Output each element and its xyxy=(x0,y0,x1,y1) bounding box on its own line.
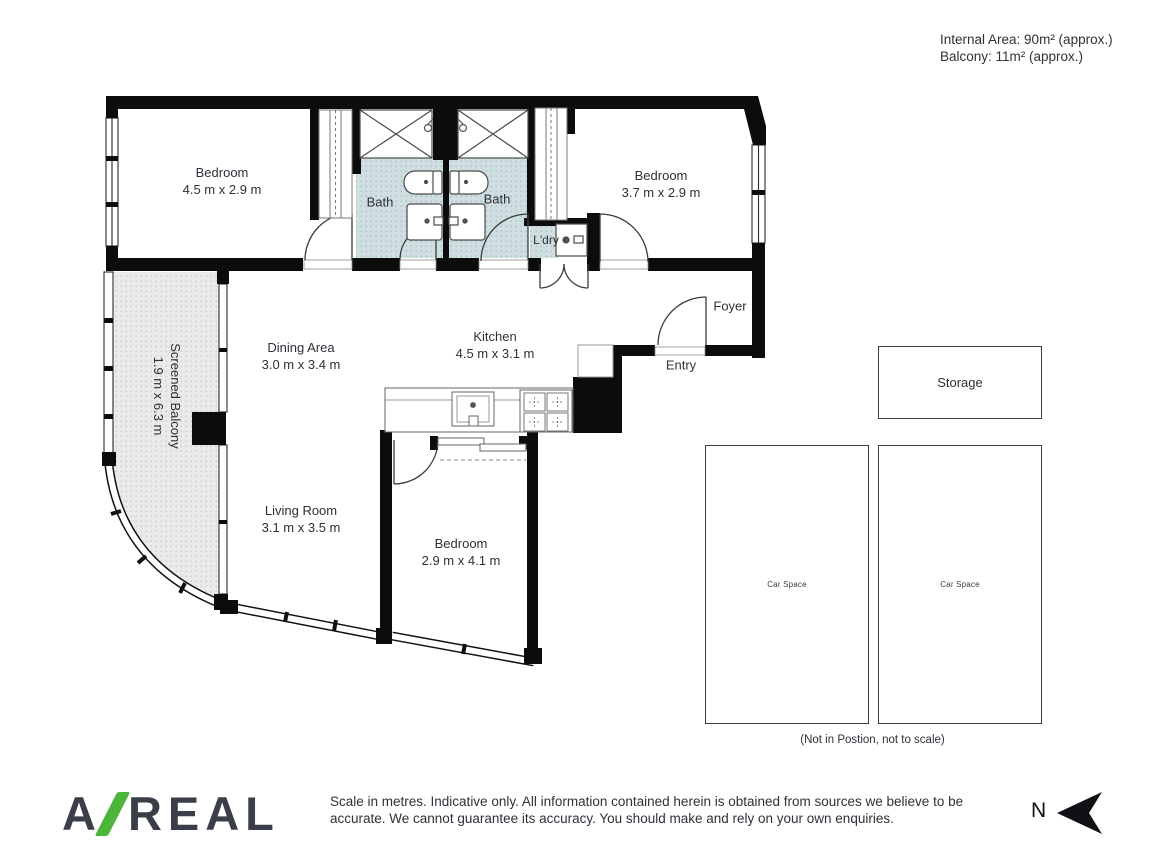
room-label-foyer: Foyer xyxy=(713,298,747,314)
car-space-1-box xyxy=(705,445,869,724)
room-label-kitchen: Kitchen 4.5 m x 3.1 m xyxy=(455,329,535,361)
room-label-bath-2: Bath xyxy=(483,191,511,207)
north-arrow-icon xyxy=(1052,788,1112,838)
room-label-living: Living Room 3.1 m x 3.5 m xyxy=(261,503,341,535)
room-label-balcony: Screened Balcony 1.9 m x 6.3 m xyxy=(151,343,183,449)
vanity-icon-2 xyxy=(449,204,485,240)
room-label-laundry: L'dry xyxy=(533,233,559,248)
car-space-2-label: Car Space xyxy=(940,580,980,589)
shower-icon-2 xyxy=(458,110,528,158)
logo-letter-a: A xyxy=(62,787,102,840)
areal-logo xyxy=(62,786,280,841)
car-space-2-box xyxy=(878,445,1042,724)
washing-machine-icon xyxy=(556,224,587,256)
storage-label: Storage xyxy=(937,375,983,390)
toilet-icon xyxy=(404,171,442,194)
storage-box xyxy=(878,346,1042,419)
disclaimer-text: Scale in metres. Indicative only. All information contained herein is obtained from sources we believe to be accurate. We cannot guarantee its accuracy. You should make and rely on your own enquiries. xyxy=(330,794,964,826)
annex-note: (Not in Postion, not to scale) xyxy=(800,734,945,746)
logo-letters-real: REAL xyxy=(127,787,280,840)
shower-icon xyxy=(360,110,432,158)
compass-label: N xyxy=(1031,799,1047,822)
room-label-dining: Dining Area 3.0 m x 3.4 m xyxy=(261,340,341,372)
toilet-icon-2 xyxy=(450,171,488,194)
kitchen-sink-icon xyxy=(452,392,494,426)
stove-icon xyxy=(520,390,572,432)
room-label-bedroom-2: Bedroom 3.7 m x 2.9 m xyxy=(621,168,701,200)
balcony-area-text: Balcony: 11m² (approx.) xyxy=(940,49,1084,65)
car-space-1-label: Car Space xyxy=(767,580,807,589)
room-label-bedroom-3: Bedroom 2.9 m x 4.1 m xyxy=(421,536,501,568)
room-label-bath-1: Bath xyxy=(366,194,394,210)
room-label-entry: Entry xyxy=(665,357,697,373)
internal-area-text: Internal Area: 90m² (approx.) xyxy=(940,32,1113,47)
vanity-icon xyxy=(407,204,443,240)
room-label-bedroom-1: Bedroom 4.5 m x 2.9 m xyxy=(182,165,262,197)
foyer-nook xyxy=(578,345,613,377)
